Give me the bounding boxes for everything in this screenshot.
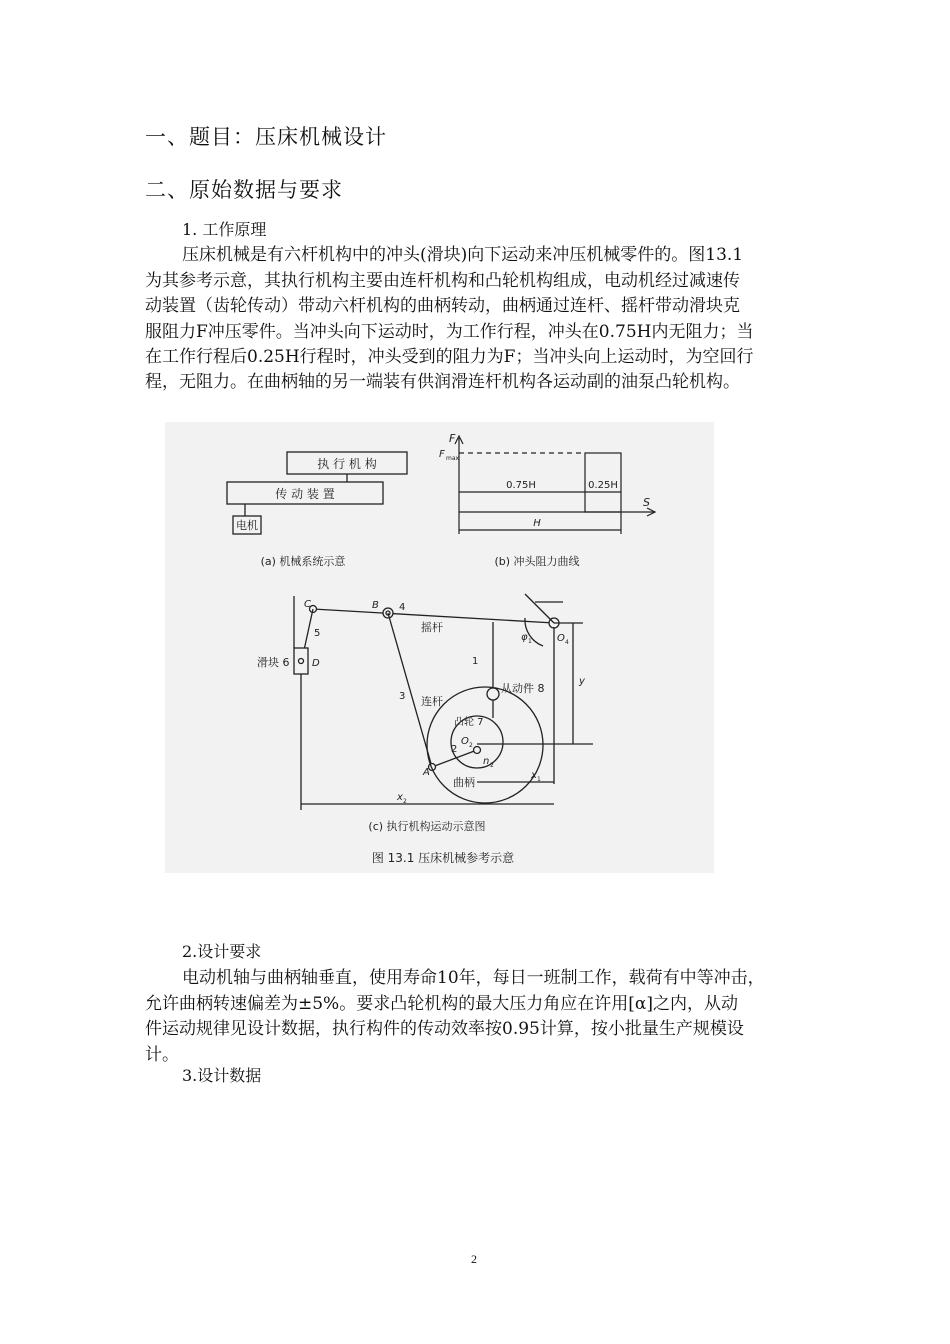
label-x2-sub: 2 — [403, 798, 407, 805]
heading-topic: 一、题目：压床机械设计 — [145, 125, 387, 149]
box-trans-label: 传 动 装 置 — [275, 487, 335, 501]
label-phi: φ — [521, 632, 528, 643]
caption-c: (c) 执行机构运动示意图 — [368, 820, 486, 833]
section-2-title: 2.设计要求 — [182, 942, 262, 961]
label-C: C — [304, 599, 311, 610]
figure-caption: 图 13.1 压床机械参考示意 — [371, 851, 515, 865]
paragraph-line: 计。 — [145, 1045, 179, 1065]
label-slider: 滑块 6 — [257, 656, 290, 669]
seg-075H-label: 0.75H — [506, 480, 536, 491]
label-O4: O — [557, 633, 565, 644]
label-1: 1 — [472, 656, 479, 667]
figure-diagram-svg — [165, 422, 714, 873]
label-2: 2 — [451, 744, 458, 755]
page-number: 2 — [471, 1252, 477, 1266]
paragraph-line: 程，无阻力。在曲柄轴的另一端装有供润滑连杆机构各运动副的油泵凸轮机构。 — [145, 372, 740, 392]
axis-s-label: S — [643, 496, 650, 509]
label-5: 5 — [314, 628, 321, 639]
box-motor-label: 电机 — [236, 519, 258, 532]
label-y: y — [579, 676, 585, 687]
label-B: B — [372, 600, 379, 611]
slider-6 — [294, 648, 308, 674]
label-3: 3 — [399, 691, 406, 702]
label-O2-sub: 2 — [469, 742, 473, 749]
label-follower: 从动件 8 — [501, 682, 545, 695]
section-1-title: 1. 工作原理 — [182, 220, 267, 239]
label-n2-sub: 2 — [490, 762, 494, 769]
paragraph-line: 压床机械是有六杆机构中的冲头(滑块)向下运动来冲压机械零件的。图13.1 — [182, 245, 744, 265]
diagram-b — [455, 436, 655, 534]
rocker-support — [525, 594, 554, 623]
paragraph-line: 为其参考示意，其执行机构主要由连杆机构和凸轮机构组成，电动机经过减速传 — [145, 271, 740, 291]
box-exec-label: 执 行 机 构 — [317, 457, 377, 471]
label-link: 连杆 — [421, 695, 443, 708]
seg-025H-label: 0.25H — [588, 480, 618, 491]
label-phi-sub: 1 — [528, 638, 532, 645]
label-n2: n — [483, 756, 490, 767]
paragraph-line: 电动机轴与曲柄轴垂直，使用寿命10年，每日一班制工作，载荷有中等冲击， — [182, 968, 765, 988]
pivot-O2 — [474, 747, 481, 754]
paragraph-line: 动装置（齿轮传动）带动六杆机构的曲柄转动，曲柄通过连杆、摇杆带动滑块克 — [145, 296, 740, 316]
label-4: 4 — [399, 602, 406, 613]
diagram-c — [294, 594, 593, 810]
label-x1: x — [531, 770, 537, 781]
caption-a: (a) 机械系统示意 — [260, 555, 346, 568]
paragraph-line: 允许曲柄转速偏差为±5%。要求凸轮机构的最大压力角应在许用[α]之内，从动 — [145, 994, 738, 1014]
connecting-rod-3 — [388, 613, 432, 767]
axis-f-label: F — [449, 432, 456, 445]
label-A: A — [423, 767, 430, 778]
heading-data-requirements: 二、原始数据与要求 — [145, 178, 343, 202]
label-cam: 凸轮 7 — [454, 717, 484, 728]
label-x2: x — [397, 792, 403, 803]
section-3-title: 3.设计数据 — [182, 1066, 262, 1085]
paragraph-line: 在工作行程后0.25H行程时，冲头受到的阻力为F；当冲头向上运动时，为空回行 — [145, 347, 754, 367]
cam-outer-circle — [427, 687, 543, 803]
paragraph-line: 服阻力F冲压零件。当冲头向下运动时，为工作行程，冲头在0.75H内无阻力；当 — [145, 322, 754, 342]
label-x1-sub: 1 — [537, 776, 541, 783]
figure-13-1 — [165, 422, 714, 873]
label-rocker: 摇杆 — [421, 621, 443, 634]
label-O4-sub: 4 — [565, 639, 569, 646]
paragraph-line: 件运动规律见设计数据，执行构件的传动效率按0.95计算，按小批量生产规模设 — [145, 1019, 744, 1039]
caption-b: (b) 冲头阻力曲线 — [494, 555, 580, 568]
fmax-sub-label: max — [446, 455, 460, 462]
label-crank: 曲柄 — [453, 776, 475, 789]
label-D: D — [312, 658, 320, 669]
follower-roller — [487, 688, 499, 700]
label-O2: O — [461, 736, 469, 747]
total-H-label: H — [533, 518, 541, 529]
fmax-label: F — [439, 449, 445, 460]
